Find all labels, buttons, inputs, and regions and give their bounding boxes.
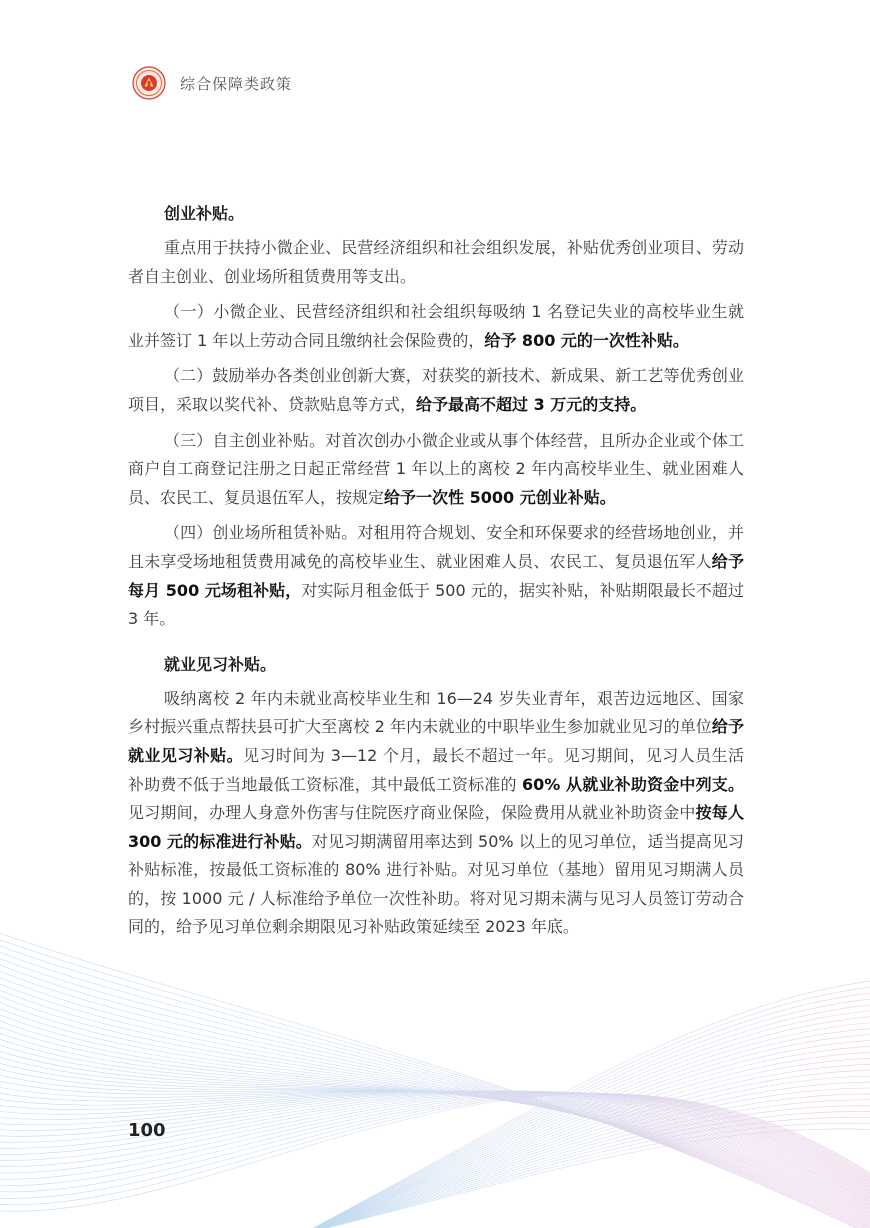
paragraph — [128, 427, 744, 513]
text-segment: 见习时间为 3—12 个月，最长不超过一年。见习期间，见习人员生活补助费不低于当地最低工资标准，其中最低工资标准的 — [128, 745, 744, 794]
page-number: 100 — [128, 1120, 166, 1141]
section-internship-subsidy — [128, 651, 744, 942]
text-segment: （二）鼓励举办各类创业创新大赛，对获奖的新技术、新成果、新工艺等优秀创业项目，采取以奖代补、贷款贴息等方式， — [128, 366, 744, 414]
emphasis-text: 60% 从就业补助资金中列支。 — [521, 774, 745, 794]
text-segment: 对见习期满留用率达到 50% 以上的见习单位，适当提高见习补贴标准，按最低工资标准的 80% 进行补贴。对见习单位（基地）留用见习期满人员的，按 1000 元 / 人标准给予单位一次性补助。将对见习期未满与见习人员签订劳动合同的，给予见习单位剩余期限见习补贴政策延续至 2023 年底。 — [128, 831, 744, 937]
text-segment: 吸纳离校 2 年内未就业高校毕业生和 16—24 岁失业青年，艰苦边远地区、国家乡村振兴重点帮扶县可扩大至离校 2 年内未就业的中职毕业生参加就业见习的单位 — [128, 688, 744, 737]
emphasis-text: 给予最高不超过 3 万元的支持。 — [416, 394, 647, 414]
emphasis-text: 给予就业见习补贴。 — [128, 717, 744, 765]
text-segment: 见习期间，办理人身意外伤害与住院医疗商业保险，保险费用从就业补助资金中 — [128, 803, 696, 823]
section-title: 创业补贴。 — [164, 204, 245, 223]
page-header — [132, 66, 292, 100]
header-title: 综合保障类政策 — [180, 74, 293, 93]
text-segment: 重点用于扶持小微企业、民营经济组织和社会组织发展，补贴优秀创业项目、劳动者自主创业、创业场所租赁费用等支出。 — [128, 238, 744, 286]
text-segment: 对实际月租金低于 500 元的，据实补贴，补贴期限最长不超过 3 年。 — [128, 580, 744, 629]
paragraph — [128, 519, 744, 633]
text-segment: （四）创业场所租赁补贴。对租用符合规划、安全和环保要求的经营场地创业，并且未享受场地租赁费用减免的高校毕业生、就业困难人员、农民工、复员退伍军人 — [128, 523, 744, 571]
text-segment: （一）小微企业、民营经济组织和社会组织每吸纳 1 名登记失业的高校毕业生就业并签订 1 年以上劳动合同且缴纳社会保险费的， — [128, 302, 744, 350]
section-entrepreneurship-subsidy — [128, 200, 744, 634]
paragraph — [128, 298, 744, 355]
document-body — [128, 200, 744, 949]
emphasis-text: 给予每月 500 元场租补贴， — [128, 551, 744, 600]
paragraph — [128, 362, 744, 419]
paragraph — [128, 234, 744, 291]
text-segment: （三）自主创业补贴。对首次创办小微企业或从事个体经营，且所办企业或个体工商户自工商登记注册之日起正常经营 1 年以上的离校 2 年内高校毕业生、就业困难人员、农民工、复员退伍军人，按规定 — [128, 430, 744, 507]
paragraph — [128, 685, 744, 942]
emphasis-text: 给予一次性 5000 元创业补贴。 — [384, 487, 616, 507]
emphasis-text: 给予 800 元的一次性补贴。 — [484, 330, 689, 350]
emphasis-text: 按每人 300 元的标准进行补贴。 — [128, 803, 744, 851]
section-title: 就业见习补贴。 — [164, 654, 277, 674]
party-emblem-logo — [132, 66, 166, 100]
